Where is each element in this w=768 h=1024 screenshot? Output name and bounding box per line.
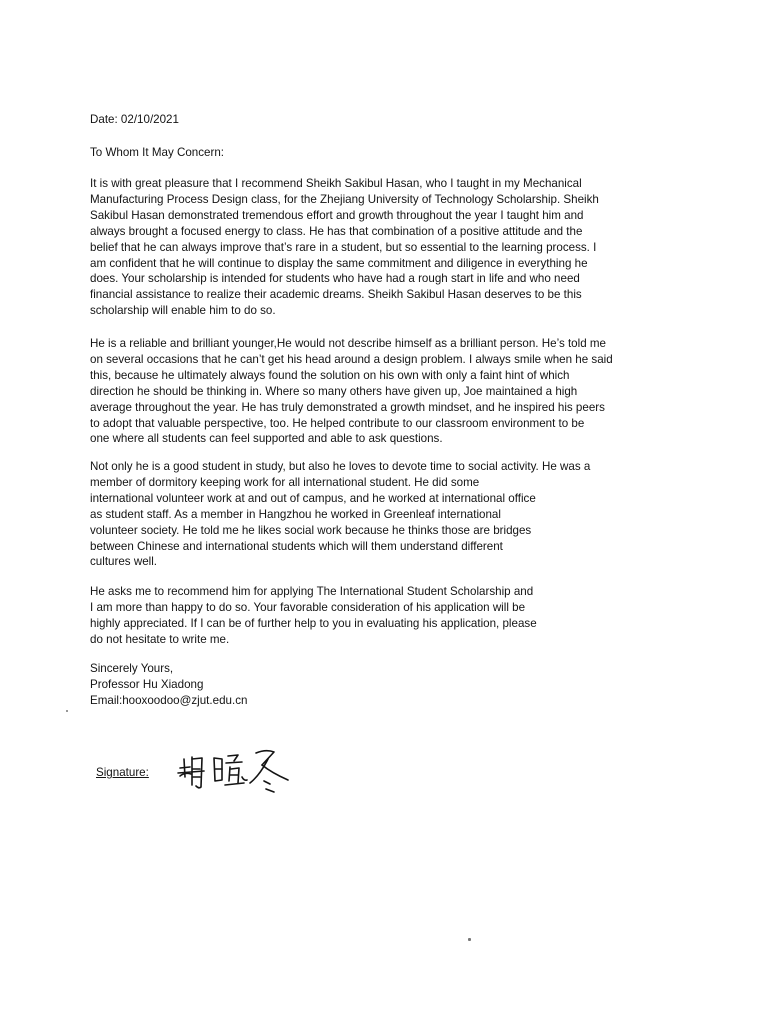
paragraph-line: this, because he ultimately always found the solution on his own with only a faint hint of which — [90, 368, 570, 382]
paragraph-line: between Chinese and international students which will them understand different — [90, 539, 503, 553]
closing-block — [90, 661, 247, 709]
date-line: Date: 02/10/2021 — [90, 113, 179, 126]
paragraph-line: It is with great pleasure that I recommend Sheikh Sakibul Hasan, who I taught in my Mechanical — [90, 177, 582, 190]
signatory-email: Email:hooxoodoo@zjut.edu.cn — [90, 693, 248, 707]
paragraph-line: Not only he is a good student in study, but also he loves to devote time to social activity. He was a — [90, 460, 591, 473]
paragraph-line: Manufacturing Process Design class, for the Zhejiang University of Technology Scholarship. Sheikh — [90, 192, 599, 206]
paragraph-line: I am more than happy to do so. Your favorable consideration of his application will be — [90, 600, 526, 614]
paragraph-line: to adopt that valuable perspective, too. He helped contribute to our classroom environment to be — [90, 416, 585, 430]
scan-speck — [468, 938, 471, 941]
paragraph-line: volunteer society. He told me he likes social work because he thinks those are bridges — [90, 523, 532, 537]
signature-label: Signature: — [96, 766, 149, 779]
salutation — [90, 145, 224, 161]
sign-off: Sincerely Yours, — [90, 662, 174, 675]
paragraph-line: scholarship will enable him to do so. — [90, 304, 276, 318]
paragraph-line: He asks me to recommend him for applying The International Student Scholarship and — [90, 585, 534, 598]
paragraph-line: am confident that he will continue to display the same commitment and diligence in everything he — [90, 256, 588, 270]
paragraph-line: financial assistance to realize their academic dreams. Sheikh Sakibul Hasan deserves to be this — [90, 288, 582, 302]
paragraph-line: always brought a focused energy to class. He has that combination of a positive attitude and the — [90, 224, 583, 238]
paragraph-line: on several occasions that he can’t get his head around a design problem. I always smile when he said — [90, 352, 613, 366]
paragraph-line: belief that he can always improve that’s rare in a student, but so essential to the learning process. I — [90, 240, 597, 254]
paragraph-line: direction he should be thinking in. Where so many others have given up, Joe maintained a high — [90, 384, 578, 398]
paragraph-line: He is a reliable and brilliant younger,He would not describe himself as a brilliant person. He’s told me — [90, 337, 606, 350]
paragraph-line: highly appreciated. If I can be of further help to you in evaluating his application, please — [90, 616, 537, 630]
letter-date — [90, 112, 179, 128]
paragraph-line: one where all students can feel supported and able to ask questions. — [90, 432, 443, 446]
paragraph-2 — [90, 336, 613, 447]
paragraph-line: international volunteer work at and out of campus, and he worked at international office — [90, 491, 536, 505]
paragraph-line: does. Your scholarship is intended for students who have had a rough start in life and who need — [90, 272, 580, 286]
scan-speck — [66, 710, 68, 712]
signatory-name: Professor Hu Xiadong — [90, 677, 204, 691]
paragraph-line: member of dormitory keeping work for all international student. He did some — [90, 475, 480, 489]
paragraph-4 — [90, 584, 537, 648]
paragraph-1 — [90, 176, 599, 319]
salutation-line: To Whom It May Concern: — [90, 146, 225, 159]
paragraph-line: average throughout the year. He has truly demonstrated a growth mindset, and he inspired his peers — [90, 400, 605, 414]
paragraph-line: Sakibul Hasan demonstrated tremendous effort and growth throughout the year I taught him and — [90, 208, 584, 222]
paragraph-line: cultures well. — [90, 555, 158, 569]
handwritten-signature — [176, 747, 296, 797]
paragraph-line: as student staff. As a member in Hangzhou he worked in Greenleaf international — [90, 507, 501, 521]
paragraph-line: do not hesitate to write me. — [90, 632, 230, 646]
paragraph-3 — [90, 459, 590, 570]
